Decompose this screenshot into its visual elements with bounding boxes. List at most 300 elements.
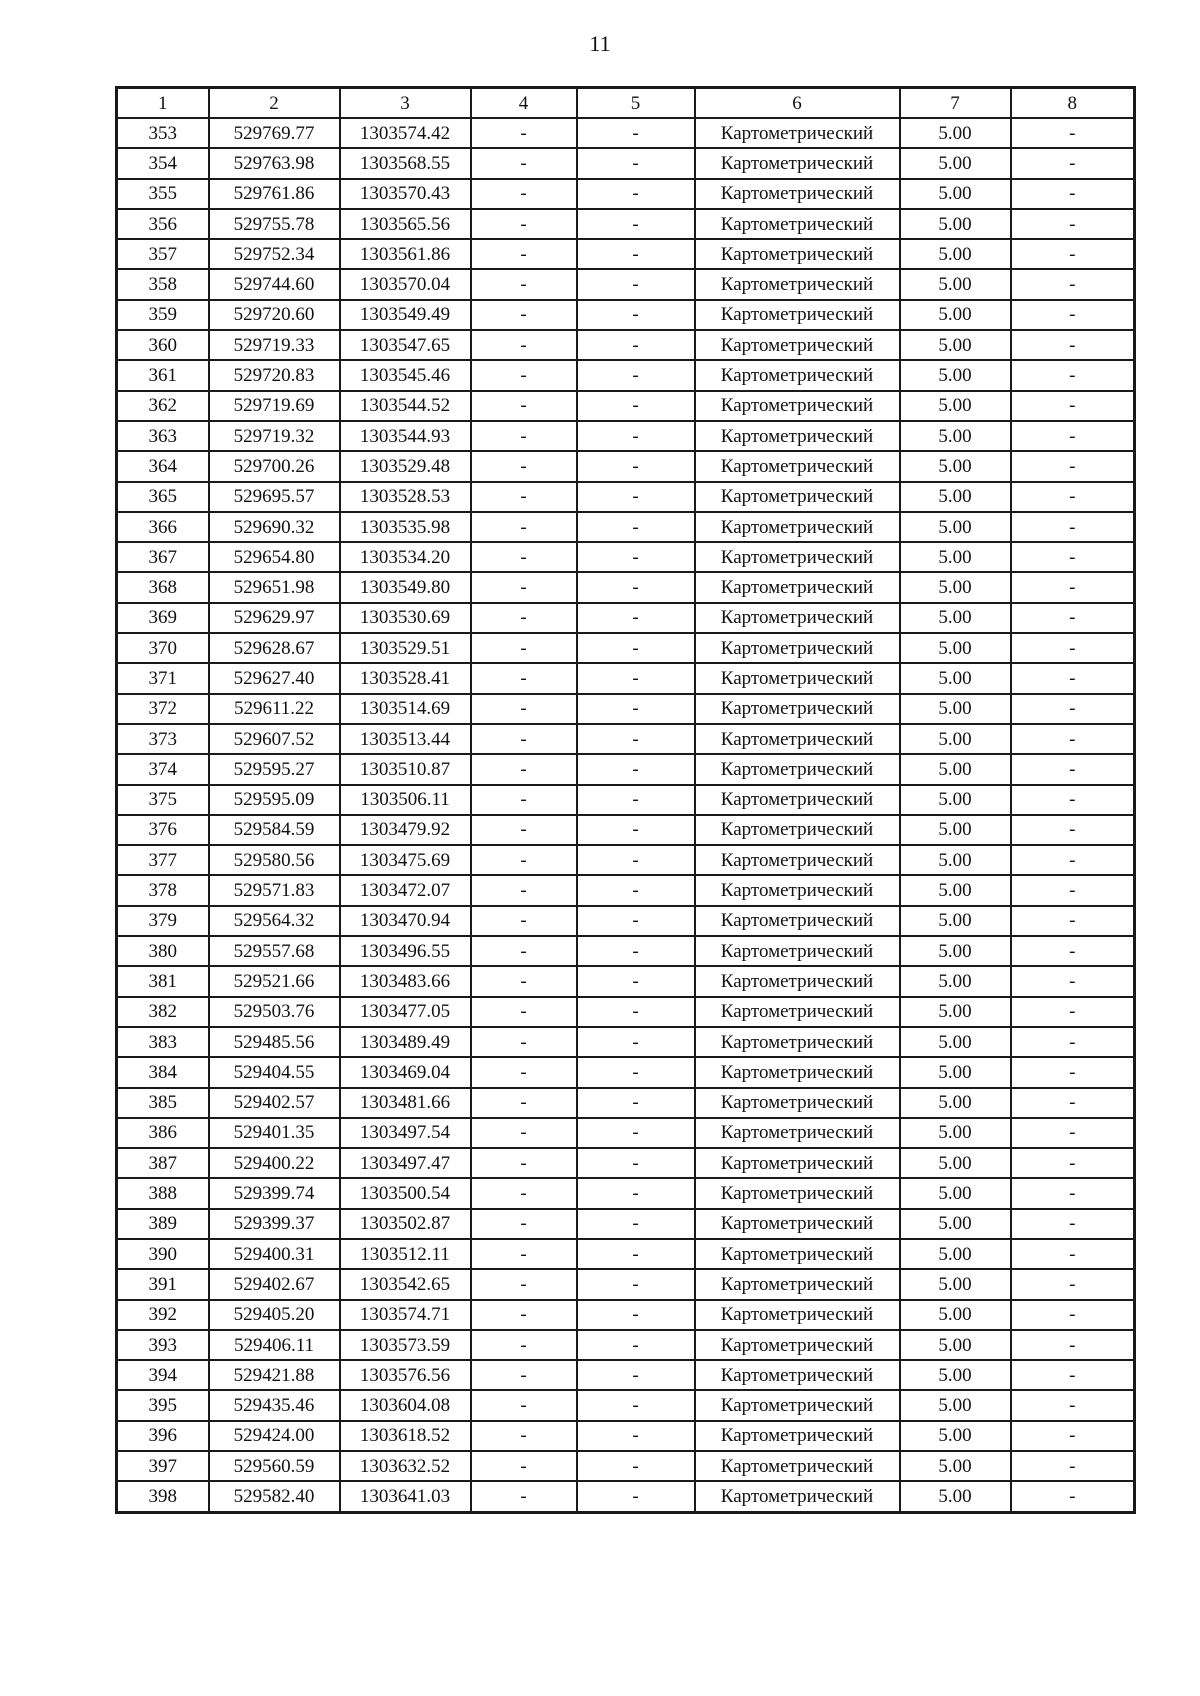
y-coordinate-cell: 1303544.52 [340,391,471,421]
col-5-cell: - [577,906,695,936]
y-coordinate-cell: 1303481.66 [340,1088,471,1118]
x-coordinate-cell: 529503.76 [209,997,340,1027]
x-coordinate-cell: 529402.67 [209,1269,340,1299]
col-5-cell: - [577,1481,695,1512]
x-coordinate-cell: 529719.33 [209,330,340,360]
x-coordinate-cell: 529651.98 [209,572,340,602]
method-cell: Картометрический [695,421,900,451]
accuracy-cell: 5.00 [900,421,1011,451]
y-coordinate-cell: 1303565.56 [340,209,471,239]
table-row [117,1451,1135,1481]
y-coordinate-cell: 1303604.08 [340,1390,471,1420]
point-number-cell: 358 [117,269,209,299]
y-coordinate-cell: 1303510.87 [340,754,471,784]
table-row [117,1360,1135,1390]
table-row [117,936,1135,966]
point-number-cell: 375 [117,785,209,815]
point-number-cell: 386 [117,1118,209,1148]
col-5-cell: - [577,482,695,512]
col-4-cell: - [471,724,577,754]
table-row [117,724,1135,754]
method-cell: Картометрический [695,603,900,633]
x-coordinate-cell: 529421.88 [209,1360,340,1390]
method-cell: Картометрический [695,845,900,875]
table-row [117,845,1135,875]
col-5-cell: - [577,1421,695,1451]
col-5-cell: - [577,694,695,724]
col-4-cell: - [471,1360,577,1390]
x-coordinate-cell: 529629.97 [209,603,340,633]
table-row [117,1269,1135,1299]
y-coordinate-cell: 1303502.87 [340,1209,471,1239]
col-4-cell: - [471,997,577,1027]
col-8-cell: - [1011,148,1135,178]
table-row [117,1330,1135,1360]
table-row [117,663,1135,693]
col-4-cell: - [471,482,577,512]
table-row [117,785,1135,815]
accuracy-cell: 5.00 [900,512,1011,542]
x-coordinate-cell: 529695.57 [209,482,340,512]
col-8-cell: - [1011,1057,1135,1087]
point-number-cell: 382 [117,997,209,1027]
y-coordinate-cell: 1303576.56 [340,1360,471,1390]
point-number-cell: 387 [117,1148,209,1178]
method-cell: Картометрический [695,1148,900,1178]
point-number-cell: 381 [117,966,209,996]
col-5-cell: - [577,966,695,996]
y-coordinate-cell: 1303497.54 [340,1118,471,1148]
point-number-cell: 365 [117,482,209,512]
col-4-cell: - [471,1057,577,1087]
col-8-cell: - [1011,451,1135,481]
point-number-cell: 392 [117,1300,209,1330]
accuracy-cell: 5.00 [900,845,1011,875]
point-number-cell: 366 [117,512,209,542]
table-row [117,148,1135,178]
y-coordinate-cell: 1303506.11 [340,785,471,815]
table-row [117,754,1135,784]
method-cell: Картометрический [695,391,900,421]
accuracy-cell: 5.00 [900,209,1011,239]
col-5-cell: - [577,1057,695,1087]
col-8-cell: - [1011,482,1135,512]
table-row [117,603,1135,633]
point-number-cell: 368 [117,572,209,602]
col-5-cell: - [577,300,695,330]
y-coordinate-cell: 1303549.49 [340,300,471,330]
method-cell: Картометрический [695,906,900,936]
y-coordinate-cell: 1303529.48 [340,451,471,481]
x-coordinate-cell: 529399.37 [209,1209,340,1239]
table-row [117,1148,1135,1178]
col-5-cell: - [577,1239,695,1269]
col-4-cell: - [471,118,577,148]
table-row [117,1027,1135,1057]
col-8-cell: - [1011,1421,1135,1451]
accuracy-cell: 5.00 [900,785,1011,815]
x-coordinate-cell: 529582.40 [209,1481,340,1512]
col-4-cell: - [471,1451,577,1481]
point-number-cell: 374 [117,754,209,784]
method-cell: Картометрический [695,663,900,693]
x-coordinate-cell: 529405.20 [209,1300,340,1330]
method-cell: Картометрический [695,754,900,784]
col-8-cell: - [1011,118,1135,148]
accuracy-cell: 5.00 [900,1330,1011,1360]
col-5-cell: - [577,603,695,633]
col-4-cell: - [471,1390,577,1420]
table-row [117,875,1135,905]
point-number-cell: 388 [117,1178,209,1208]
col-8-cell: - [1011,603,1135,633]
method-cell: Картометрический [695,1057,900,1087]
point-number-cell: 357 [117,239,209,269]
point-number-cell: 363 [117,421,209,451]
col-8-cell: - [1011,754,1135,784]
y-coordinate-cell: 1303483.66 [340,966,471,996]
col-5-cell: - [577,875,695,905]
accuracy-cell: 5.00 [900,966,1011,996]
col-4-cell: - [471,360,577,390]
point-number-cell: 355 [117,179,209,209]
col-4-cell: - [471,1300,577,1330]
x-coordinate-cell: 529720.83 [209,360,340,390]
accuracy-cell: 5.00 [900,360,1011,390]
col-8-cell: - [1011,300,1135,330]
y-coordinate-cell: 1303544.93 [340,421,471,451]
x-coordinate-cell: 529564.32 [209,906,340,936]
col-8-cell: - [1011,845,1135,875]
y-coordinate-cell: 1303530.69 [340,603,471,633]
accuracy-cell: 5.00 [900,118,1011,148]
col-8-cell: - [1011,1118,1135,1148]
accuracy-cell: 5.00 [900,148,1011,178]
x-coordinate-cell: 529557.68 [209,936,340,966]
col-8-cell: - [1011,936,1135,966]
col-5-cell: - [577,391,695,421]
table-row [117,1421,1135,1451]
col-8-cell: - [1011,663,1135,693]
table-row [117,209,1135,239]
col-4-cell: - [471,148,577,178]
x-coordinate-cell: 529769.77 [209,118,340,148]
col-4-cell: - [471,966,577,996]
method-cell: Картометрический [695,694,900,724]
x-coordinate-cell: 529406.11 [209,1330,340,1360]
y-coordinate-cell: 1303535.98 [340,512,471,542]
col-8-cell: - [1011,239,1135,269]
accuracy-cell: 5.00 [900,633,1011,663]
accuracy-cell: 5.00 [900,815,1011,845]
table-row [117,694,1135,724]
table-body [117,118,1135,1512]
col-5-cell: - [577,633,695,663]
y-coordinate-cell: 1303570.04 [340,269,471,299]
col-8-cell: - [1011,1178,1135,1208]
method-cell: Картометрический [695,966,900,996]
col-8-cell: - [1011,1027,1135,1057]
point-number-cell: 353 [117,118,209,148]
table-row [117,391,1135,421]
col-8-cell: - [1011,724,1135,754]
col-8-cell: - [1011,633,1135,663]
accuracy-cell: 5.00 [900,391,1011,421]
col-4-cell: - [471,754,577,784]
accuracy-cell: 5.00 [900,572,1011,602]
x-coordinate-cell: 529404.55 [209,1057,340,1087]
y-coordinate-cell: 1303528.53 [340,482,471,512]
x-coordinate-cell: 529580.56 [209,845,340,875]
point-number-cell: 361 [117,360,209,390]
col-4-cell: - [471,663,577,693]
method-cell: Картометрический [695,1390,900,1420]
accuracy-cell: 5.00 [900,1269,1011,1299]
col-5-cell: - [577,754,695,784]
col-4-cell: - [471,603,577,633]
table-row [117,421,1135,451]
accuracy-cell: 5.00 [900,1421,1011,1451]
col-4-cell: - [471,209,577,239]
col-4-cell: - [471,300,577,330]
method-cell: Картометрический [695,785,900,815]
point-number-cell: 396 [117,1421,209,1451]
x-coordinate-cell: 529719.32 [209,421,340,451]
col-4-cell: - [471,1027,577,1057]
page-number: 11 [589,31,611,56]
col-5-cell: - [577,360,695,390]
y-coordinate-cell: 1303470.94 [340,906,471,936]
point-number-cell: 354 [117,148,209,178]
point-number-cell: 372 [117,694,209,724]
accuracy-cell: 5.00 [900,906,1011,936]
col-5-cell: - [577,1118,695,1148]
method-cell: Картометрический [695,1421,900,1451]
y-coordinate-cell: 1303561.86 [340,239,471,269]
col-5-cell: - [577,663,695,693]
x-coordinate-cell: 529400.31 [209,1239,340,1269]
col-4-cell: - [471,1330,577,1360]
accuracy-cell: 5.00 [900,1239,1011,1269]
col-4-cell: - [471,845,577,875]
col-4-cell: - [471,906,577,936]
y-coordinate-cell: 1303528.41 [340,663,471,693]
col-4-cell: - [471,451,577,481]
method-cell: Картометрический [695,179,900,209]
y-coordinate-cell: 1303472.07 [340,875,471,905]
col-4-cell: - [471,1178,577,1208]
accuracy-cell: 5.00 [900,300,1011,330]
table-row [117,1209,1135,1239]
method-cell: Картометрический [695,633,900,663]
col-4-cell: - [471,391,577,421]
col-8-cell: - [1011,694,1135,724]
col-8-cell: - [1011,815,1135,845]
col-5-cell: - [577,451,695,481]
column-header-8: 8 [1011,88,1135,119]
col-5-cell: - [577,542,695,572]
x-coordinate-cell: 529755.78 [209,209,340,239]
y-coordinate-cell: 1303496.55 [340,936,471,966]
method-cell: Картометрический [695,269,900,299]
point-number-cell: 393 [117,1330,209,1360]
accuracy-cell: 5.00 [900,451,1011,481]
accuracy-cell: 5.00 [900,1057,1011,1087]
accuracy-cell: 5.00 [900,724,1011,754]
table-row [117,239,1135,269]
accuracy-cell: 5.00 [900,1148,1011,1178]
col-5-cell: - [577,1451,695,1481]
method-cell: Картометрический [695,482,900,512]
point-number-cell: 356 [117,209,209,239]
accuracy-cell: 5.00 [900,603,1011,633]
table-row [117,815,1135,845]
method-cell: Картометрический [695,1088,900,1118]
accuracy-cell: 5.00 [900,1481,1011,1512]
x-coordinate-cell: 529654.80 [209,542,340,572]
method-cell: Картометрический [695,330,900,360]
col-5-cell: - [577,845,695,875]
x-coordinate-cell: 529607.52 [209,724,340,754]
header-row [117,88,1135,119]
table-row [117,1118,1135,1148]
col-8-cell: - [1011,1088,1135,1118]
table-row [117,269,1135,299]
accuracy-cell: 5.00 [900,1178,1011,1208]
method-cell: Картометрический [695,1269,900,1299]
method-cell: Картометрический [695,239,900,269]
accuracy-cell: 5.00 [900,269,1011,299]
x-coordinate-cell: 529424.00 [209,1421,340,1451]
col-5-cell: - [577,179,695,209]
y-coordinate-cell: 1303514.69 [340,694,471,724]
method-cell: Картометрический [695,512,900,542]
accuracy-cell: 5.00 [900,694,1011,724]
col-8-cell: - [1011,1209,1135,1239]
col-5-cell: - [577,148,695,178]
y-coordinate-cell: 1303475.69 [340,845,471,875]
table-row [117,966,1135,996]
y-coordinate-cell: 1303574.71 [340,1300,471,1330]
point-number-cell: 359 [117,300,209,330]
table-row [117,572,1135,602]
method-cell: Картометрический [695,148,900,178]
col-8-cell: - [1011,997,1135,1027]
col-4-cell: - [471,1269,577,1299]
point-number-cell: 389 [117,1209,209,1239]
method-cell: Картометрический [695,572,900,602]
method-cell: Картометрический [695,1178,900,1208]
y-coordinate-cell: 1303549.80 [340,572,471,602]
y-coordinate-cell: 1303632.52 [340,1451,471,1481]
accuracy-cell: 5.00 [900,875,1011,905]
point-number-cell: 376 [117,815,209,845]
col-5-cell: - [577,239,695,269]
col-5-cell: - [577,572,695,602]
col-5-cell: - [577,936,695,966]
y-coordinate-cell: 1303573.59 [340,1330,471,1360]
accuracy-cell: 5.00 [900,1300,1011,1330]
y-coordinate-cell: 1303568.55 [340,148,471,178]
method-cell: Картометрический [695,360,900,390]
method-cell: Картометрический [695,1451,900,1481]
col-5-cell: - [577,724,695,754]
col-4-cell: - [471,421,577,451]
col-4-cell: - [471,542,577,572]
col-8-cell: - [1011,1330,1135,1360]
col-8-cell: - [1011,1239,1135,1269]
point-number-cell: 394 [117,1360,209,1390]
y-coordinate-cell: 1303570.43 [340,179,471,209]
table-row [117,1481,1135,1512]
x-coordinate-cell: 529584.59 [209,815,340,845]
x-coordinate-cell: 529400.22 [209,1148,340,1178]
accuracy-cell: 5.00 [900,936,1011,966]
y-coordinate-cell: 1303547.65 [340,330,471,360]
x-coordinate-cell: 529399.74 [209,1178,340,1208]
col-8-cell: - [1011,1481,1135,1512]
x-coordinate-cell: 529752.34 [209,239,340,269]
method-cell: Картометрический [695,542,900,572]
x-coordinate-cell: 529595.09 [209,785,340,815]
y-coordinate-cell: 1303529.51 [340,633,471,663]
y-coordinate-cell: 1303618.52 [340,1421,471,1451]
method-cell: Картометрический [695,1300,900,1330]
col-5-cell: - [577,1148,695,1178]
col-5-cell: - [577,1360,695,1390]
col-5-cell: - [577,209,695,239]
col-4-cell: - [471,875,577,905]
col-4-cell: - [471,512,577,542]
point-number-cell: 360 [117,330,209,360]
col-4-cell: - [471,1239,577,1269]
table-row [117,118,1135,148]
column-header-4: 4 [471,88,577,119]
x-coordinate-cell: 529402.57 [209,1088,340,1118]
method-cell: Картометрический [695,451,900,481]
method-cell: Картометрический [695,815,900,845]
col-5-cell: - [577,1088,695,1118]
table-row [117,360,1135,390]
point-number-cell: 378 [117,875,209,905]
table-row [117,1390,1135,1420]
x-coordinate-cell: 529744.60 [209,269,340,299]
y-coordinate-cell: 1303545.46 [340,360,471,390]
point-number-cell: 367 [117,542,209,572]
col-4-cell: - [471,1088,577,1118]
point-number-cell: 384 [117,1057,209,1087]
col-4-cell: - [471,815,577,845]
col-8-cell: - [1011,1451,1135,1481]
accuracy-cell: 5.00 [900,542,1011,572]
col-8-cell: - [1011,421,1135,451]
col-8-cell: - [1011,330,1135,360]
col-4-cell: - [471,1148,577,1178]
col-5-cell: - [577,1300,695,1330]
col-8-cell: - [1011,512,1135,542]
column-header-1: 1 [117,88,209,119]
col-5-cell: - [577,1330,695,1360]
point-number-cell: 370 [117,633,209,663]
x-coordinate-cell: 529627.40 [209,663,340,693]
y-coordinate-cell: 1303512.11 [340,1239,471,1269]
x-coordinate-cell: 529435.46 [209,1390,340,1420]
method-cell: Картометрический [695,1481,900,1512]
table-row [117,906,1135,936]
col-5-cell: - [577,997,695,1027]
method-cell: Картометрический [695,1239,900,1269]
col-8-cell: - [1011,542,1135,572]
